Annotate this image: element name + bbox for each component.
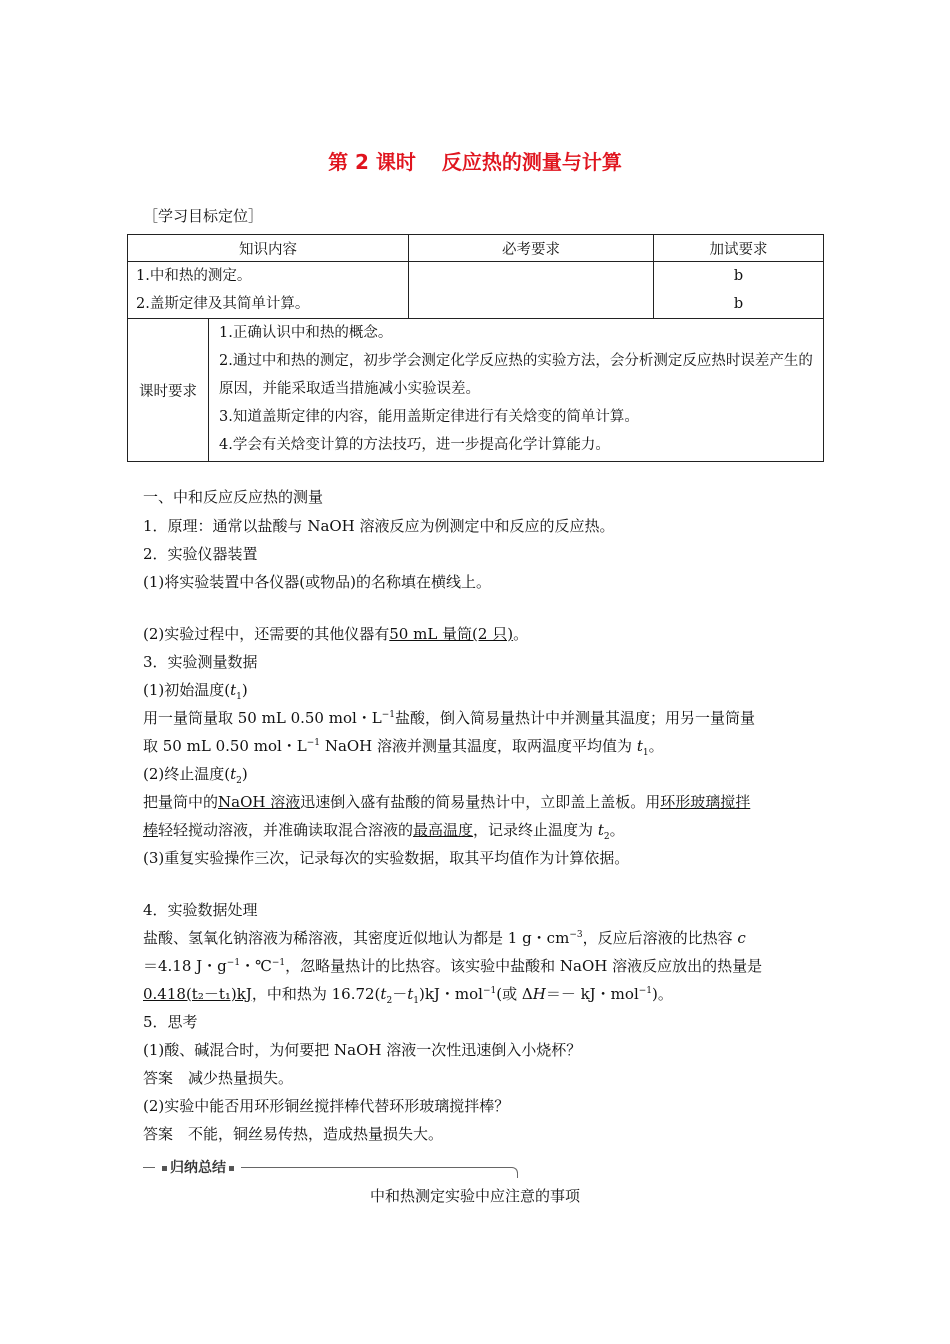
text: 用一量筒量取 50 mL 0.50 mol・L	[143, 709, 382, 727]
sub: 2	[386, 996, 393, 1006]
sub: 1	[642, 748, 649, 758]
initial-temp-heading	[143, 679, 248, 700]
think-heading: 5．思考	[143, 1013, 198, 1031]
final-temp-line1	[143, 791, 750, 812]
knowledge-item: 1.中和热的测定。	[136, 268, 252, 284]
var: t	[407, 985, 414, 1003]
header-jiashi: 加试要求	[654, 235, 824, 262]
bikao-value	[417, 262, 645, 290]
sup: −1	[381, 710, 396, 720]
text: ・℃	[240, 957, 272, 975]
final-temp-heading	[143, 763, 248, 784]
answer-underline: 棒	[143, 821, 159, 839]
title-lesson: 第 2 课时	[328, 150, 416, 174]
requirement-item: 3.知道盖斯定律的内容，能用盖斯定律进行有关焓变的简单计算。	[219, 409, 639, 425]
text: 轻轻搅动溶液，并准确读取混合溶液的	[158, 821, 414, 839]
sup: −3	[569, 930, 583, 940]
requirements-list	[209, 319, 824, 461]
apparatus-instruction: (1)将实验装置中各仪器(或物品)的名称填在横线上。	[143, 573, 491, 591]
apparatus-heading: 2．实验仪器装置	[143, 545, 258, 563]
sup: −1	[226, 958, 241, 968]
processing-line3	[143, 983, 673, 1004]
requirements-table	[128, 319, 823, 461]
objectives-label: ［学习目标定位］	[143, 207, 264, 225]
knowledge-item: 2.盖斯定律及其简单计算。	[136, 296, 310, 312]
text: (1)初始温度(	[143, 681, 231, 699]
processing-line1	[143, 927, 746, 948]
text: 。	[609, 821, 625, 839]
final-temp-line2	[143, 819, 625, 840]
answer-underline: 0.418(t₂－t₁)kJ	[143, 985, 252, 1003]
sup: −1	[638, 986, 653, 996]
text: )kJ・mol	[418, 985, 483, 1003]
summary-tag-label: 归纳总结	[170, 1160, 226, 1176]
text: ，反应后溶液的比热容	[582, 929, 738, 947]
jiashi-value: b	[733, 296, 744, 312]
bikao-cell	[409, 262, 654, 319]
sub: 2	[236, 776, 242, 786]
requirements-wrapper	[128, 319, 824, 462]
sup: −1	[306, 738, 321, 748]
answer-underline: 50 mL 量筒(2 只)	[389, 625, 514, 643]
jiashi-value: b	[733, 268, 744, 284]
question-1: (1)酸、碱混合时，为何要把 NaOH 溶液一次性迅速倒入小烧杯？	[143, 1041, 582, 1059]
table-row	[128, 319, 824, 462]
title-topic: 反应热的测量与计算	[441, 150, 622, 174]
text: NaOH 溶液并测量其温度，取两温度平均值为	[320, 737, 637, 755]
principle-paragraph: 1．原理：通常以盐酸与 NaOH 溶液反应为例测定中和反应的反应热。	[143, 517, 615, 535]
section-heading: 一、中和反应反应热的测量	[143, 488, 324, 506]
table-header-row	[128, 235, 824, 262]
requirement-item: 4.学会有关焓变计算的方法技巧，进一步提高化学计算能力。	[219, 437, 610, 453]
bikao-value	[417, 290, 645, 318]
objectives-table	[127, 234, 824, 462]
text: －	[392, 985, 408, 1003]
summary-banner	[143, 1157, 519, 1179]
sub: 1	[236, 692, 242, 702]
repeat-paragraph: (3)重复实验操作三次，记录每次的实验数据，取其平均值作为计算依据。	[143, 849, 630, 867]
jiashi-cell	[654, 262, 824, 319]
requirement-item: 1.正确认识中和热的概念。	[219, 325, 393, 341]
text: )。	[652, 985, 673, 1003]
var: c	[737, 929, 746, 947]
text: 把量筒中的	[143, 793, 219, 811]
var: t	[230, 765, 237, 783]
header-knowledge: 知识内容	[128, 235, 409, 262]
text: ，中和热为 16.72(	[251, 985, 381, 1003]
text: (2)终止温度(	[143, 765, 231, 783]
var: t	[230, 681, 237, 699]
sub: 2	[603, 832, 610, 842]
other-instruments	[143, 623, 528, 644]
var: t	[380, 985, 387, 1003]
var: H	[532, 985, 546, 1003]
header-bikao: 必考要求	[409, 235, 654, 262]
text: (2)实验过程中，还需要的其他仪器有	[143, 625, 390, 643]
text: 。	[648, 737, 664, 755]
page-title	[0, 146, 950, 175]
summary-tag	[155, 1157, 241, 1177]
sub: 1	[413, 996, 419, 1006]
answer-underline: 最高温度	[413, 821, 474, 839]
text: ＝4.18 J・g	[143, 957, 227, 975]
text: ＝－ kJ・mol	[545, 985, 639, 1003]
answer-2: 答案 不能，铜丝易传热，造成热量损失大。	[143, 1125, 444, 1143]
initial-temp-line1	[143, 707, 755, 728]
var: t	[597, 821, 604, 839]
initial-temp-line2	[143, 735, 664, 756]
answer-1: 答案 减少热量损失。	[143, 1069, 294, 1087]
text: 取 50 mL 0.50 mol・L	[143, 737, 307, 755]
answer-underline: 环形玻璃搅拌	[660, 793, 751, 811]
text: 迅速倒入盛有盐酸的简易量热计中，立即盖上盖板。用	[300, 793, 661, 811]
bullet-icon	[229, 1166, 234, 1171]
knowledge-cell	[128, 262, 409, 319]
requirements-label: 课时要求	[128, 319, 209, 461]
var: t	[636, 737, 643, 755]
question-2: (2)实验中能否用环形铜丝搅拌棒代替环形玻璃搅拌棒？	[143, 1097, 510, 1115]
text: ，记录终止温度为	[473, 821, 598, 839]
bullet-icon	[162, 1166, 167, 1171]
processing-line2	[143, 955, 762, 976]
text: 盐酸，倒入简易量热计中并测量其温度；用另一量筒量	[395, 709, 756, 727]
summary-caption: 中和热测定实验中应注意的事项	[369, 1187, 580, 1205]
sup: −1	[482, 986, 497, 996]
data-heading: 3．实验测量数据	[143, 653, 258, 671]
sup: −1	[271, 958, 286, 968]
text: (或 Δ	[496, 985, 533, 1003]
table-row	[128, 262, 824, 319]
text: 。	[513, 625, 529, 643]
text: ，忽略量热计的比热容。该实验中盐酸和 NaOH 溶液反应放出的热量是	[285, 957, 763, 975]
requirement-item: 2.通过中和热的测定，初步学会测定化学反应热的实验方法，会分析测定反应热时误差产生的原因，并能采取适当措施减小实验误差。	[219, 353, 813, 397]
text: 盐酸、氢氧化钠溶液为稀溶液，其密度近似地认为都是 1 g・cm	[143, 929, 570, 947]
text: )	[241, 765, 248, 783]
processing-heading: 4．实验数据处理	[143, 901, 258, 919]
answer-underline: NaOH 溶液	[218, 793, 301, 811]
text: )	[241, 681, 248, 699]
